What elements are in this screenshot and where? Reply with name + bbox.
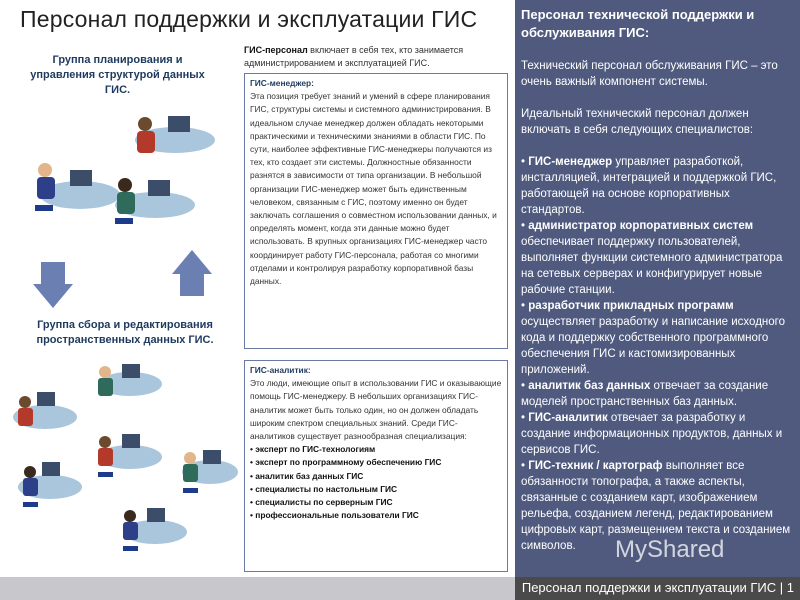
bullet-text: отвечает за создание моделей пространственных баз данных. (521, 380, 769, 408)
bullet-bold: ГИС-техник / картограф (528, 460, 663, 472)
gis-analyst-box (244, 360, 508, 572)
gis-manager-text: Эта позиция требует знаний и умений в сфере планирования ГИС, структуры системы и системного администрирования. В идеальном случае менеджер должен обладать некоторыми практическими и техническими знаниями в области ГИС. По сути, наиболее эффективные ГИС-менеджеры получаются из тех, кто создает эти системы. Должностные обязанности разнятся в зависимости от типа организации. В небольшой организации ГИС-менеджер может быть единственным человеком, связанным с ГИС, поэтому именно он будет заключать соглашения о совместном использовании данных, и определять момент, когда эти данные можно будет использовать. В крупных организациях ГИС-менеджер часто координирует работу ГИС-персонала, работая со многими отделами и контролируя разработку корпоративной базы данных. (250, 91, 497, 287)
panel-bullet: • ГИС-аналитик отвечает за разработку и создание информационных продуктов, данных и сервисов ГИС. (521, 412, 783, 456)
bullet-bold: ГИС-менеджер (528, 156, 613, 168)
list-item: • аналитик баз данных ГИС (250, 470, 502, 483)
panel-heading: Персонал технической поддержки и обслуживания ГИС: (521, 7, 755, 40)
footer-left-strip (0, 577, 515, 600)
bullet-text: отвечает за разработку и создание информационных продуктов, данных и сервисов ГИС. (521, 412, 783, 456)
bullet-text: обеспечивает поддержку пользователей, выполняет функции системного администратора на сетевых серверах и конфигурирует новые рабочие станции. (521, 236, 783, 296)
list-item: • специалисты по серверным ГИС (250, 496, 502, 509)
arrow-down-icon (33, 262, 73, 308)
panel-bullet: • аналитик баз данных отвечает за создание моделей пространственных баз данных. (521, 380, 769, 408)
panel-paragraph-1: Технический персонал обслуживания ГИС – это очень важный компонент системы. (521, 60, 778, 88)
panel-bullet: • администратор корпоративных систем обеспечивает поддержку пользователей, выполняет функции системного администратора на сетевых серверах и конфигурирует новые рабочие станции. (521, 220, 783, 296)
support-staff-panel (515, 0, 800, 577)
list-item: • специалисты по настольным ГИС (250, 483, 502, 496)
list-item: • эксперт по ГИС-технологиям (250, 443, 502, 456)
workers-illustration-top (20, 110, 230, 240)
gis-analyst-title: ГИС-аналитик: (250, 365, 311, 375)
analyst-specialization-list (250, 443, 502, 522)
list-item: • профессиональные пользователи ГИС (250, 509, 502, 522)
footer-bar (0, 577, 800, 600)
workers-illustration-bottom (5, 362, 240, 572)
bullet-text: управляет разработкой, инсталляцией, интеграцией и поддержкой ГИС, работающей на основе корпоративных стандартов. (521, 156, 777, 216)
panel-bullet: • разработчик прикладных программ осуществляет разработку и написание исходного кода и поддержку собственного программного обеспечения ГИС и кастомизированных приложений. (521, 300, 785, 376)
bullet-bold: администратор корпоративных систем (528, 220, 754, 232)
slide-title: Персонал поддержки и эксплуатации ГИС (20, 6, 478, 32)
list-item: • эксперт по программному обеспечению ГИС (250, 456, 502, 469)
bullet-bold: ГИС-аналитик (528, 412, 608, 424)
gis-manager-title: ГИС-менеджер: (250, 78, 314, 88)
watermark-logo: MyShared (615, 536, 725, 563)
caption-planning-group: Группа планирования и управления структурой данных ГИС. (30, 54, 205, 96)
gis-analyst-text: Это люди, имеющие опыт в использовании ГИС и оказывающие помощь ГИС-менеджеру. В небольших организациях ГИС-аналитик может быть только один, но он должен обладать широким спектром специальных знаний. Среди ГИС-аналитиков существует разнообразная специализация: (250, 378, 502, 442)
arrow-up-icon (172, 250, 212, 296)
footer-title: Персонал поддержки и эксплуатации ГИС | 1 (521, 580, 794, 595)
intro-bold: ГИС-персонал (244, 45, 308, 55)
bullet-text: выполняет все обязанности топографа, а также аспекты, связанные с созданием карт, изображением рельефа, созданием легенд, редактированием цифровых карт, размещением текста и созданием символов. (521, 460, 791, 552)
bullet-text: осуществляет разработку и написание исходного кода и поддержку собственного программного обеспечения ГИС и кастомизированных приложений. (521, 316, 785, 376)
panel-bullet: • ГИС-менеджер управляет разработкой, инсталляцией, интеграцией и поддержкой ГИС, работающей на основе корпоративных стандартов. (521, 156, 777, 216)
bullet-bold: разработчик прикладных программ (528, 300, 734, 312)
bullet-bold: аналитик баз данных (528, 380, 651, 392)
intro-rest: включает в себя тех, кто занимается администрированием и эксплуатацией ГИС. (244, 45, 464, 68)
panel-paragraph-2: Идеальный технический персонал должен включать в себя следующих специалистов: (521, 108, 754, 136)
intro-text (244, 44, 506, 70)
panel-bullet: • ГИС-техник / картограф выполняет все обязанности топографа, а также аспекты, связанные с созданием карт, изображением рельефа, созданием легенд, редактированием цифровых карт, размещением текста и созданием символов. (521, 460, 791, 552)
caption-collection-group: Группа сбора и редактирования пространственных данных ГИС. (36, 319, 214, 346)
gis-manager-box (244, 73, 508, 349)
